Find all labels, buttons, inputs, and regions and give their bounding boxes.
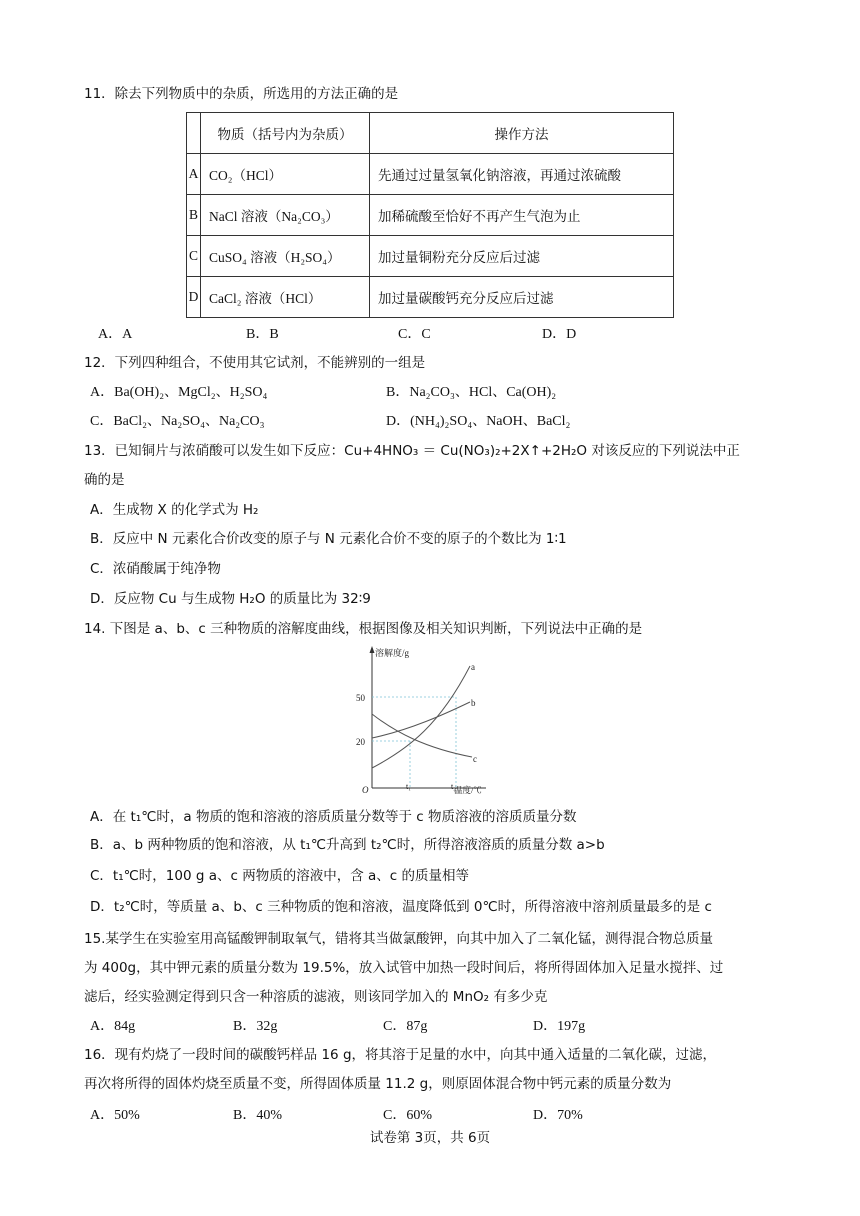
option-d[interactable]: D．反应物 Cu 与生成物 H₂O 的质量比为 32∶9 xyxy=(90,591,371,607)
option-c[interactable]: C．C xyxy=(398,327,431,342)
option-a[interactable]: A．Ba(OH)₂、MgCl₂、H₂SO₄ xyxy=(90,385,268,400)
method-cell: 加过量铜粉充分反应后过滤 xyxy=(370,236,674,277)
table-row xyxy=(187,277,674,318)
option-a[interactable]: A．50% xyxy=(90,1108,140,1123)
substance-cell: CuSO₄ 溶液（H₂SO₄） xyxy=(201,236,370,277)
option-d[interactable]: D．(NH₄)₂SO₄、NaOH、BaCl₂ xyxy=(386,414,571,429)
x-tick-t1: t₁ xyxy=(406,782,412,791)
q15-line1: 15.某学生在实验室用高锰酸钾制取氧气，错将其当做氯酸钾，向其中加入了二氧化锰，测得混合物总质量 xyxy=(84,931,713,947)
q14-stem: 14. 下图是 a、b、c 三种物质的溶解度曲线，根据图像及相关知识判断，下列说法中正确的是 xyxy=(84,621,643,637)
q11-stem: 11．除去下列物质中的杂质，所选用的方法正确的是 xyxy=(84,86,399,102)
row-label: C xyxy=(187,236,201,277)
substance-cell: NaCl 溶液（Na₂CO₃） xyxy=(201,195,370,236)
q16-line2: 再次将所得的固体灼烧至质量不变，所得固体质量 11.2 g，则原固体混合物中钙元素的质量分数为 xyxy=(84,1076,672,1092)
option-d[interactable]: D．D xyxy=(542,327,577,342)
curve-b xyxy=(372,702,470,738)
option-a[interactable]: A．生成物 X 的化学式为 H₂ xyxy=(90,502,259,518)
option-c[interactable]: C．60% xyxy=(383,1108,432,1123)
q13-stem-line1: 13．已知铜片与浓硝酸可以发生如下反应：Cu+4HNO₃ ＝ Cu(NO₃)₂+2X↑+2H₂O 对该反应的下列说法中正 xyxy=(84,443,740,459)
option-c[interactable]: C．87g xyxy=(383,1019,428,1034)
series-label-a: a xyxy=(471,662,475,672)
option-b[interactable]: B．反应中 N 元素化合价改变的原子与 N 元素化合价不变的原子的个数比为 1∶1 xyxy=(90,531,567,547)
series-label-b: b xyxy=(471,698,476,708)
curve-c xyxy=(372,714,472,757)
table-header-cell: 物质（括号内为杂质） xyxy=(201,113,370,154)
x-axis-label: 温度/℃ xyxy=(454,785,482,794)
page-footer: 试卷第 3页，共 6页 xyxy=(369,1130,491,1146)
series-label-c: c xyxy=(473,754,477,764)
table-row xyxy=(187,236,674,277)
row-label: A xyxy=(187,154,201,195)
y-axis-label: 溶解度/g xyxy=(375,648,410,658)
option-c[interactable]: C．浓硝酸属于纯净物 xyxy=(90,561,221,577)
option-b[interactable]: B．a、b 两种物质的饱和溶液，从 t₁℃升高到 t₂℃时，所得溶液溶质的质量分数 a>b xyxy=(90,837,605,853)
q16-line1: 16．现有灼烧了一段时间的碳酸钙样品 16 g，将其溶于足量的水中，向其中通入适量的二氧化碳，过滤， xyxy=(84,1047,717,1063)
y-tick-20: 20 xyxy=(356,737,365,747)
solubility-chart xyxy=(350,644,490,794)
option-c[interactable]: C．BaCl₂、Na₂SO₄、Na₂CO₃ xyxy=(90,414,265,429)
row-label: D xyxy=(187,277,201,318)
substance-cell: CO₂（HCl） xyxy=(201,154,370,195)
option-a[interactable]: A．84g xyxy=(90,1019,136,1034)
option-b[interactable]: B．32g xyxy=(233,1019,278,1034)
option-c[interactable]: C．t₁℃时，100 g a、c 两物质的溶液中，含 a、c 的质量相等 xyxy=(90,868,469,884)
table-header-cell xyxy=(187,113,201,154)
y-axis-arrow xyxy=(370,646,375,653)
option-b[interactable]: B．B xyxy=(246,327,279,342)
option-d[interactable]: D．70% xyxy=(533,1108,583,1123)
q11-table xyxy=(186,112,674,318)
q15-line2: 为 400g，其中钾元素的质量分数为 19.5%，放入试管中加热一段时间后，将所得固体加入足量水搅拌、过 xyxy=(84,960,724,976)
method-cell: 加稀硫酸至恰好不再产生气泡为止 xyxy=(370,195,674,236)
y-tick-50: 50 xyxy=(356,693,365,703)
option-b[interactable]: B．Na₂CO₃、HCl、Ca(OH)₂ xyxy=(386,385,557,400)
curve-a xyxy=(372,666,470,768)
table-row xyxy=(187,113,674,154)
q13-stem-line2: 确的是 xyxy=(84,472,125,488)
q15-line3: 滤后，经实验测定得到只含一种溶质的滤液，则该同学加入的 MnO₂ 有多少克 xyxy=(84,989,548,1005)
q12-stem: 12．下列四种组合，不使用其它试剂，不能辨别的一组是 xyxy=(84,355,426,371)
row-label: B xyxy=(187,195,201,236)
substance-cell: CaCl₂ 溶液（HCl） xyxy=(201,277,370,318)
option-d[interactable]: D．197g xyxy=(533,1019,586,1034)
method-cell: 先通过过量氢氧化钠溶液，再通过浓硫酸 xyxy=(370,154,674,195)
option-a[interactable]: A．A xyxy=(98,327,133,342)
x-tick-t2: t₂ xyxy=(451,782,457,791)
table-row xyxy=(187,154,674,195)
option-d[interactable]: D．t₂℃时，等质量 a、b、c 三种物质的饱和溶液，温度降低到 0℃时，所得溶液中溶剂质量最多的是 c xyxy=(90,899,712,915)
origin-label: O xyxy=(362,785,369,794)
option-a[interactable]: A．在 t₁℃时，a 物质的饱和溶液的溶质质量分数等于 c 物质溶液的溶质质量分数 xyxy=(90,809,577,825)
table-row xyxy=(187,195,674,236)
table-header-cell: 操作方法 xyxy=(370,113,674,154)
option-b[interactable]: B．40% xyxy=(233,1108,282,1123)
method-cell: 加过量碳酸钙充分反应后过滤 xyxy=(370,277,674,318)
